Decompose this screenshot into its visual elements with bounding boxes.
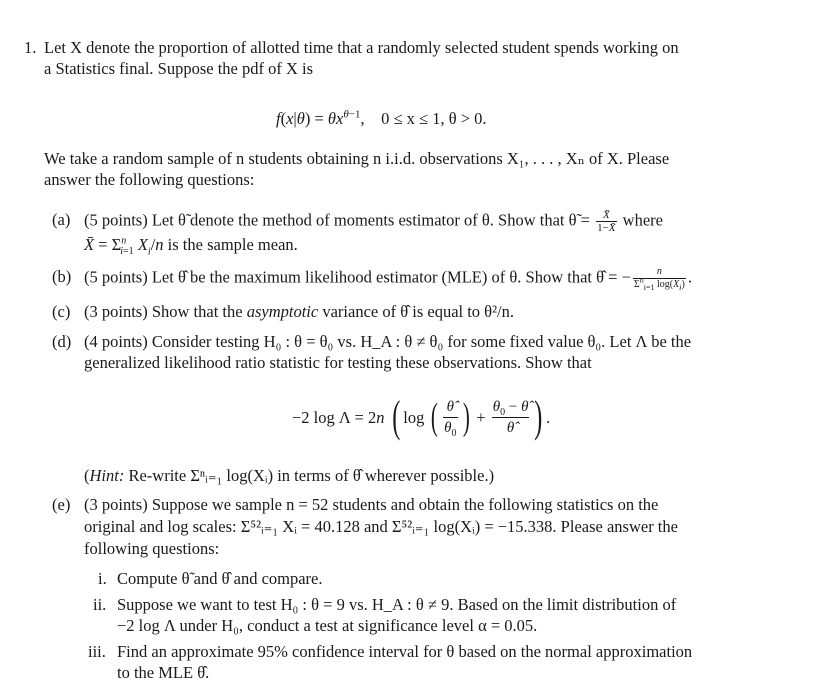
subpart-ii-line-2: −2 log Λ under H₀, conduct a test at significance level α = 0.05. [117, 616, 538, 635]
part-c-points: (3 points) [84, 302, 148, 321]
part-b-points: (5 points) [84, 267, 148, 287]
part-d-points: (4 points) [84, 332, 148, 351]
part-e-line-3: following questions: [84, 539, 220, 558]
part-d-text-1: Consider testing H₀ : θ = θ₀ vs. H_A : θ ≠ θ₀ for some fixed value θ₀. Let Λ be the [151, 332, 692, 351]
part-e-line-1 [84, 494, 658, 515]
part-e-line-2: original and log scales: Σ⁵²ᵢ₌₁ Xᵢ = 40.128 and Σ⁵²ᵢ₌₁ log(Xᵢ) = −15.338. Please answer the [84, 517, 678, 536]
part-d-hint: (Hint: Re-write Σⁿᵢ₌₁ log(Xᵢ) in terms of θ̂ wherever possible.) [84, 466, 495, 485]
subpart-iii-label: iii. [88, 642, 106, 661]
part-a-points: (5 points) [84, 210, 148, 230]
part-e-text-1: Suppose we sample n = 52 students and obtain the following statistics on the [151, 495, 659, 514]
intro-line-1: Let X denote the proportion of allotted time that a randomly selected student spends working on [44, 38, 679, 57]
subpart-i-label: i. [98, 569, 107, 588]
part-b-line: (5 points) Let θ̂ be the maximum likelihood estimator (MLE) of θ. Show that θ̂ = − $\frac{n}{\Sigma^n_{i=1} \log(X_i)}$ . [84, 266, 692, 292]
sample-line-1: We take a random sample of n students obtaining n i.i.d. observations X₁, . . . , Xₙ of X. Please [44, 149, 670, 168]
sample-line-2: answer the following questions: [44, 170, 255, 189]
subpart-ii-line-1: Suppose we want to test H₀ : θ = 9 vs. H_A : θ ≠ 9. Based on the limit distribution of [117, 595, 677, 614]
part-c-text-before: Show that the [151, 302, 243, 321]
hint-text: Re-write Σⁿᵢ₌₁ log(Xᵢ) in terms of θ̂ wherever possible.) [128, 466, 495, 485]
part-c-text-after: variance of θ̂ is equal to θ²/n. [322, 302, 514, 321]
part-d-line-2: generalized likelihood ratio statistic for testing these observations. Show that [84, 353, 592, 372]
part-c-line [84, 301, 514, 322]
part-b-text: Let θ̂ be the maximum likelihood estimator (MLE) of θ. Show that θ̂ = − [151, 267, 631, 287]
lrt-equation: −2 log Λ = 2n ( log ( $\frac{\thetâ}{\theta_0}$ ) + $\frac{\theta_0 - \thetâ}{\thetâ}$ ) . [292, 392, 551, 441]
part-b-fraction: $\frac{n}{\Sigma^n_{i=1} \log(X_i)}$ [633, 266, 685, 292]
intro-line-2: a Statistics final. Suppose the pdf of X is [44, 59, 314, 78]
part-a-line-2: X̄ = $\Sigma^n_{i=1}$ $X_i/n$ is the sample mean. [84, 235, 298, 258]
subpart-i-text: Compute θ̃ and θ̂ and compare. [117, 569, 323, 588]
part-a-fraction: $\frac{X̄}{1-X̄}$ [597, 209, 616, 234]
pdf-equation: $f(x|\theta) = \theta x^{\theta-1}$, 0 ≤ x ≤ 1, θ > 0. [276, 108, 487, 128]
subpart-ii-label: ii. [93, 595, 107, 614]
part-a-where: where [622, 210, 663, 230]
problem-number: 1. [24, 38, 37, 57]
part-e-label: (e) [52, 495, 71, 514]
subpart-iii-line-2: to the MLE θ̂. [117, 663, 210, 682]
hint-label: Hint: [89, 466, 125, 485]
subpart-iii-line-1: Find an approximate 95% confidence interval for θ based on the normal approximation [117, 642, 693, 661]
part-d-label: (d) [52, 332, 72, 351]
part-a-text: Let θ̃ denote the method of moments estimator of θ. Show that θ̃ = [151, 210, 590, 230]
part-c-emph: asymptotic [246, 302, 319, 321]
pdf-constraints: 0 ≤ x ≤ 1, θ > 0. [381, 109, 487, 128]
part-c-label: (c) [52, 302, 71, 321]
part-d-line-1 [84, 331, 691, 352]
part-b-label: (b) [52, 267, 72, 286]
part-e-points: (3 points) [84, 495, 148, 514]
part-a-label: (a) [52, 210, 71, 229]
part-a-line-2-text: is the sample mean. [167, 235, 298, 254]
part-a-line-1 [84, 209, 663, 234]
